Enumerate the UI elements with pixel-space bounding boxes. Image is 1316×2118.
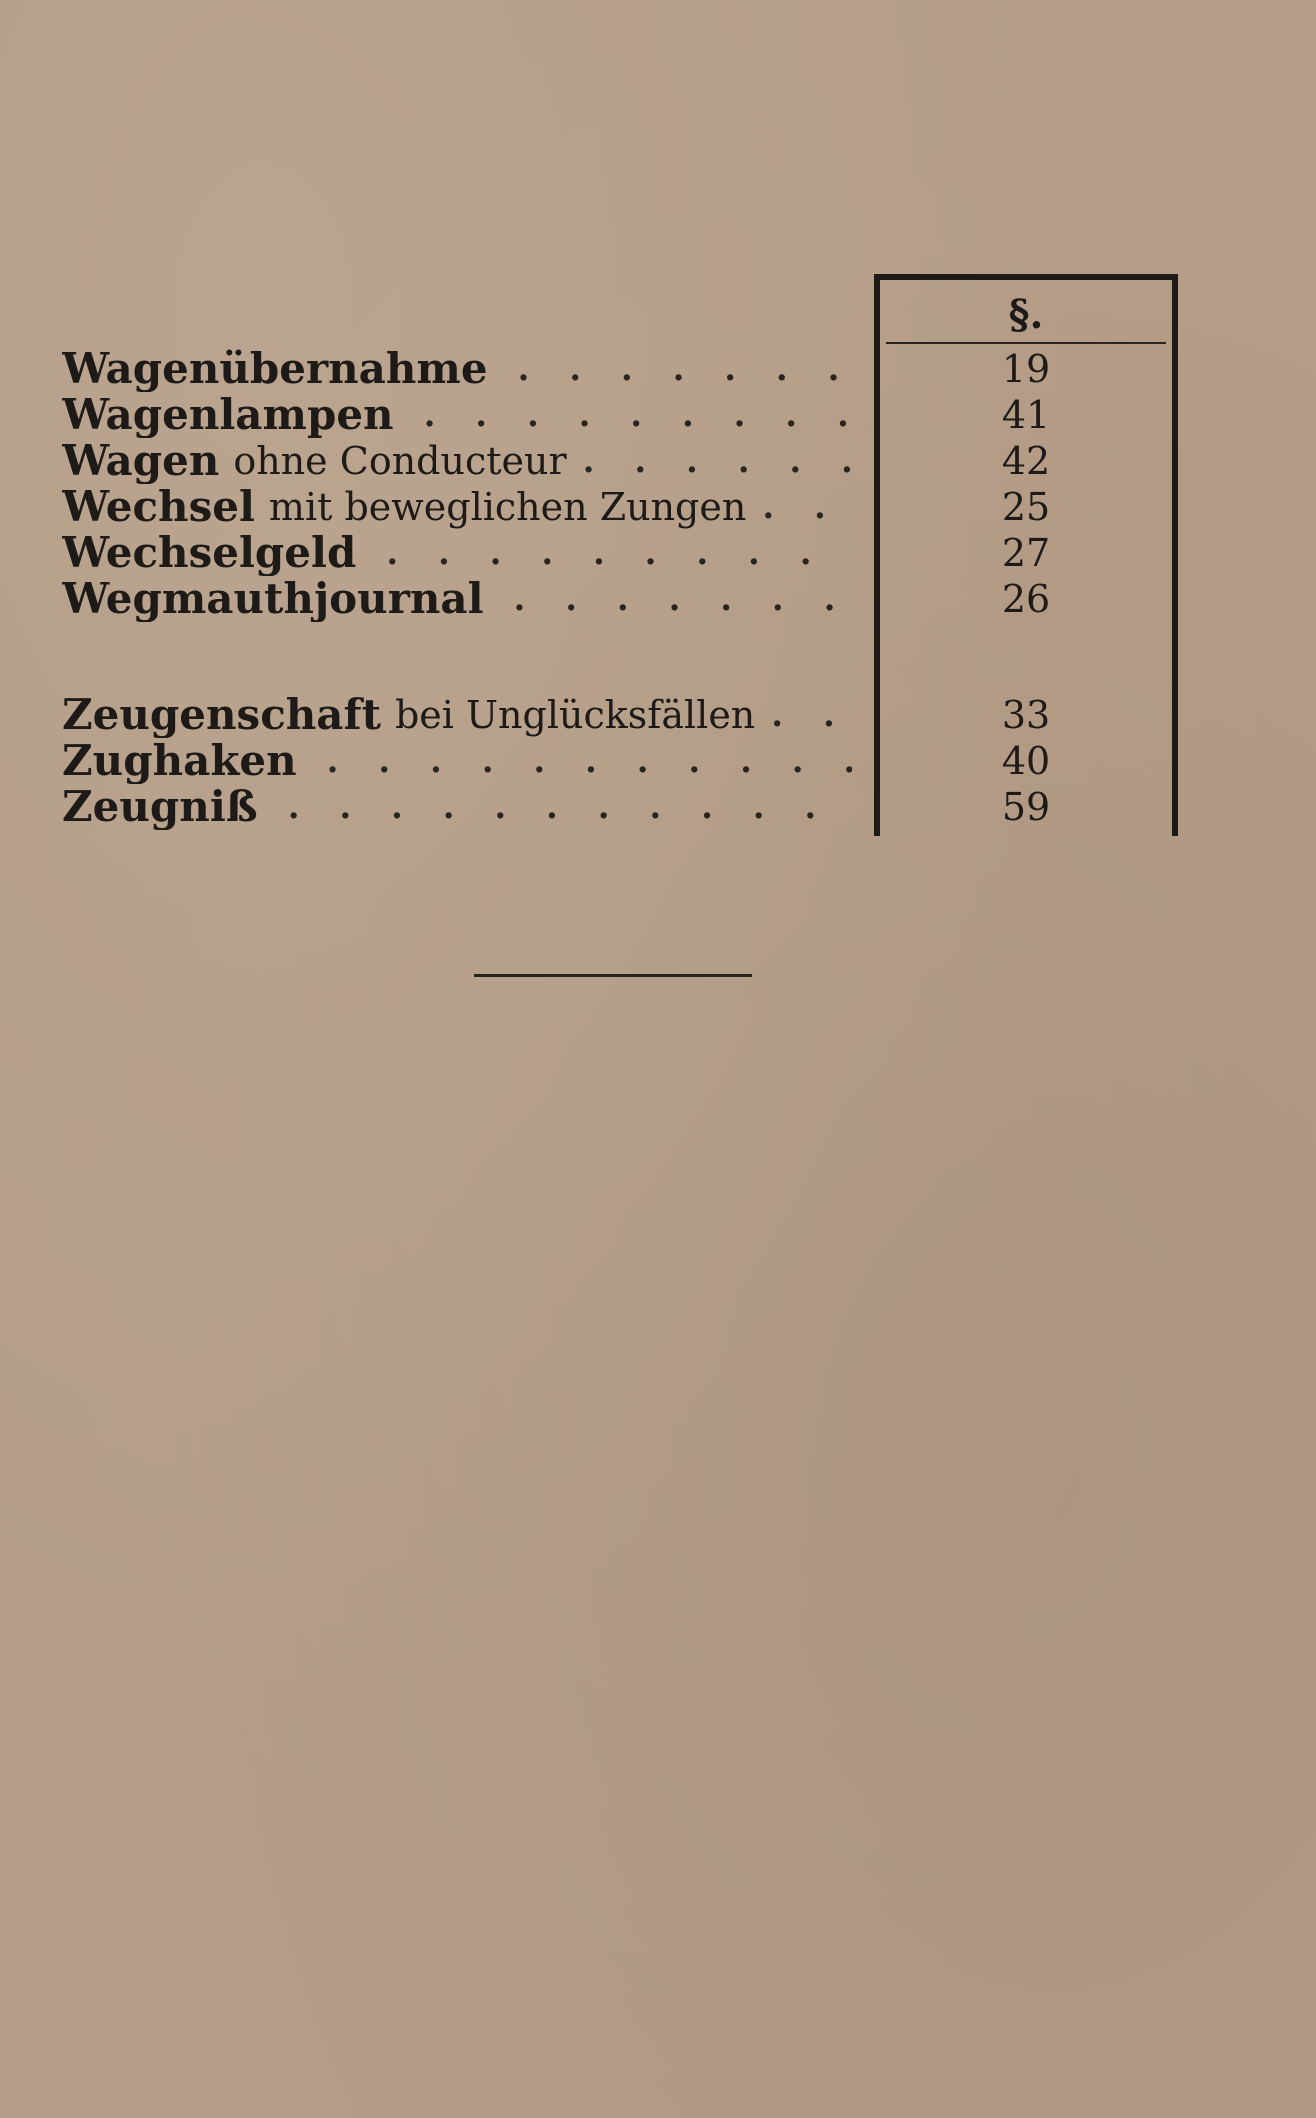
entry-section-number: 19	[1001, 347, 1051, 391]
dot-leader	[288, 784, 852, 830]
entry-term: Zughaken	[62, 738, 297, 784]
dot-leader	[583, 438, 852, 484]
entry-term: Wagen	[62, 438, 220, 484]
index-entry	[62, 346, 1172, 392]
section-column-header: §.	[1008, 291, 1044, 338]
entry-section-number: 27	[1001, 531, 1051, 575]
dot-leader	[424, 392, 852, 438]
dot-leader	[386, 530, 852, 576]
index-entry	[62, 484, 1172, 530]
index-entry	[62, 738, 1172, 784]
dot-leader	[514, 576, 852, 622]
entry-section-number: 33	[1001, 693, 1051, 737]
entry-term: Wegmauthjournal	[62, 576, 484, 622]
entry-section-number: 26	[1001, 577, 1051, 621]
index-entries	[62, 346, 1172, 830]
entry-section-number: 59	[1001, 785, 1051, 829]
index-entry	[62, 392, 1172, 438]
entry-term: Zeugenschaft	[62, 692, 381, 738]
entry-term: Zeugniß	[62, 784, 258, 830]
dot-leader	[327, 738, 852, 784]
closing-rule	[474, 974, 752, 977]
entry-term-rest: ohne Conducteur	[233, 439, 567, 483]
index-entry	[62, 692, 1172, 738]
dot-leader	[762, 484, 852, 530]
header-rule	[886, 342, 1166, 344]
entry-term: Wechsel	[62, 484, 255, 530]
index-entry	[62, 576, 1172, 622]
entry-section-number: 41	[1001, 393, 1051, 437]
entry-section-number: 25	[1001, 485, 1051, 529]
entry-term: Wagenübernahme	[62, 346, 488, 392]
dot-leader	[771, 692, 852, 738]
index-entry	[62, 784, 1172, 830]
dot-leader	[518, 346, 852, 392]
entry-term: Wechselgeld	[62, 530, 357, 576]
entry-term-rest: mit beweglichen Zungen	[268, 485, 747, 529]
entry-section-number: 40	[1001, 739, 1051, 783]
index-entry	[62, 438, 1172, 484]
index-entry	[62, 530, 1172, 576]
entry-section-number: 42	[1001, 439, 1051, 483]
entry-term-rest: bei Unglücksfällen	[394, 693, 756, 737]
entry-term: Wagenlampen	[62, 392, 394, 438]
